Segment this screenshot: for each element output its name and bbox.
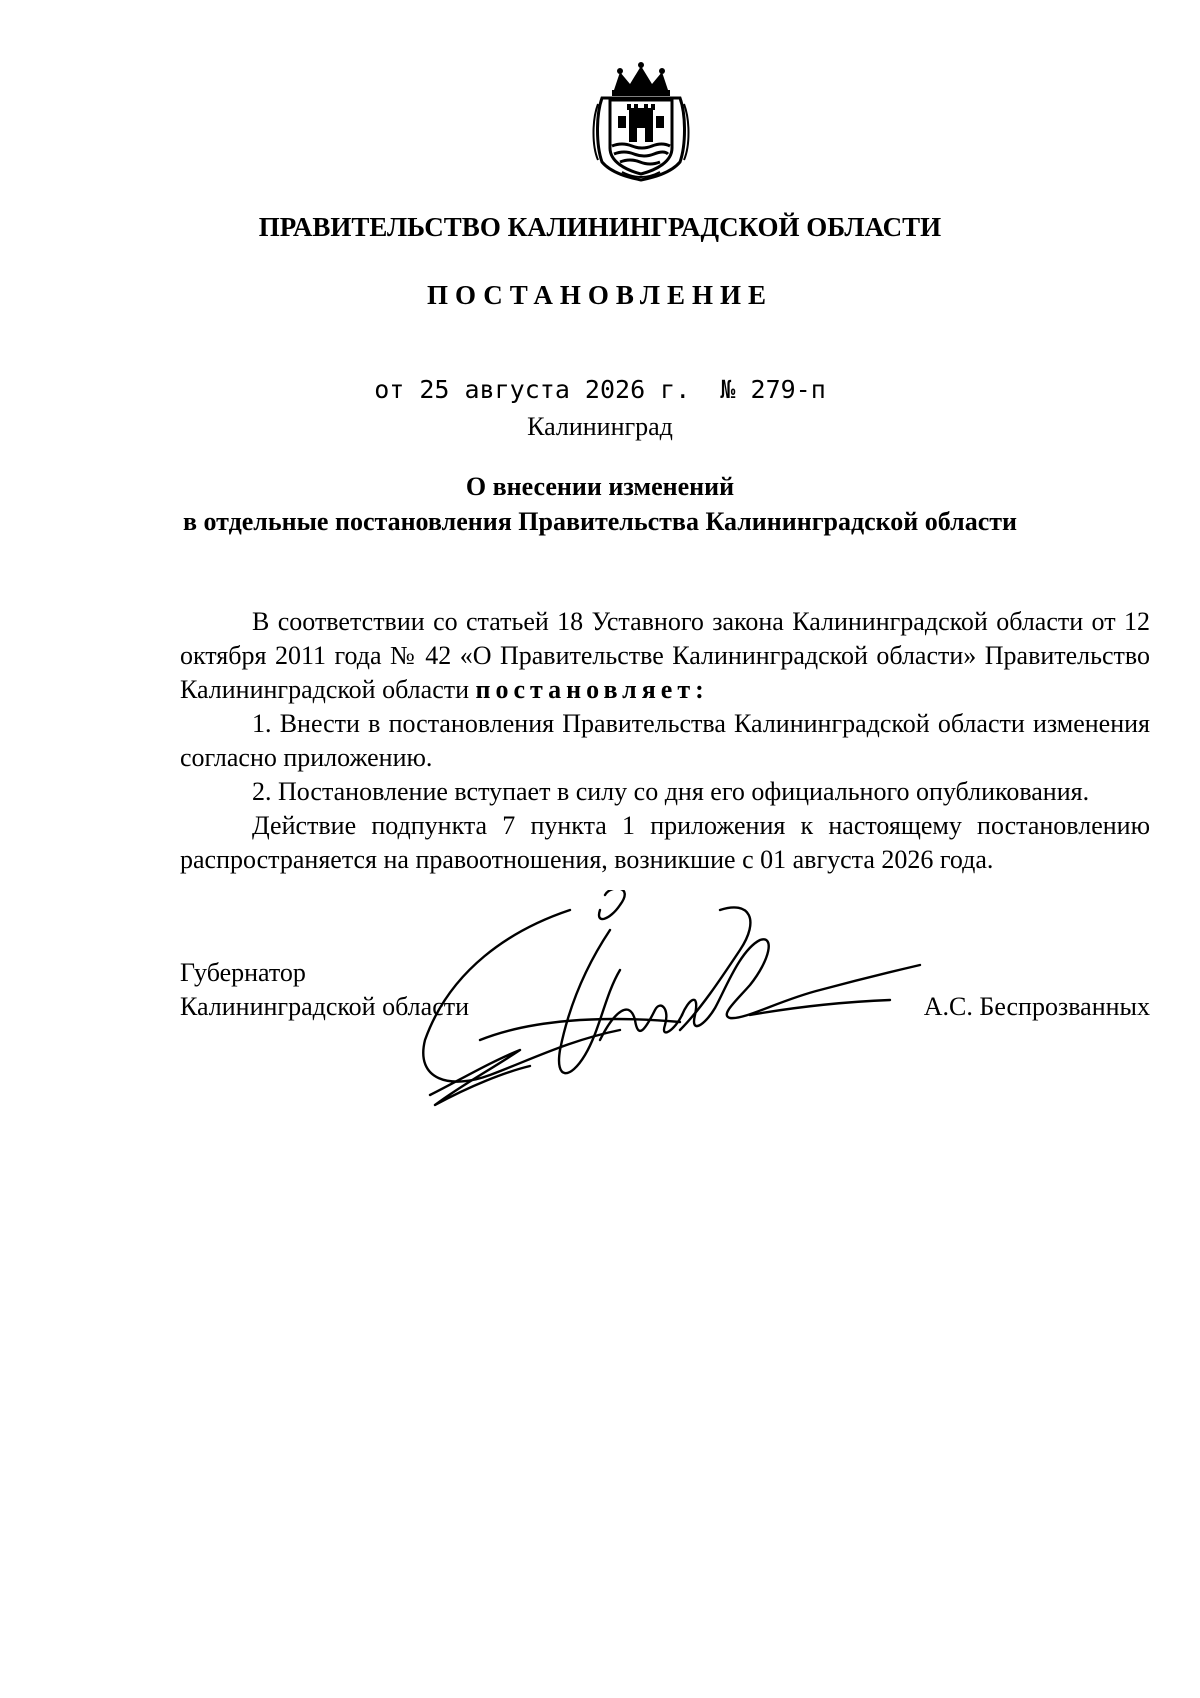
item-2: 2. Постановление вступает в силу со дня его официального опубликования. [252,777,1090,806]
document-number: 279-п [750,375,826,404]
document-city: Калининград [527,412,673,441]
document-title-line2: в отдельные постановления Правительства Калининградской области [182,507,1018,536]
document-date: 25 августа 2026 г. [419,375,691,404]
handwritten-signature [420,890,940,1120]
item-1: 1. Внести в постановления Правительства Калининградской области изменения согласно приложению. [180,709,1150,772]
item-2-extra: Действие подпункта 7 пункта 1 приложения к настоящему постановлению распространяется на правоотношения, возникшие с 01 августа 2026 года. [180,811,1150,874]
coat-of-arms-icon [592,60,690,182]
preamble-paragraph [180,605,1150,707]
document-type: ПОСТАНОВЛЕНИЕ [426,280,774,310]
preamble-text: В соответствии со статьей 18 Уставного закона Калининградской области от 12 октября 2011 года № 42 «О Правительстве Калининградской области» Правительство Калининградской области [180,607,1150,704]
date-prefix: от [374,375,405,404]
signatory-position-line1: Губернатор [180,958,306,987]
document-title-line1: О внесении изменений [465,472,735,501]
signatory-position-line2: Калининградской области [180,992,470,1021]
signatory-name: А.С. Беспрозванных [923,992,1150,1021]
organization-name: ПРАВИТЕЛЬСТВО КАЛИНИНГРАДСКОЙ ОБЛАСТИ [258,212,942,242]
number-sign: № [720,375,736,404]
resolves-keyword: постановляет: [475,675,709,704]
document-body [180,605,1150,877]
date-number-line [150,375,1050,404]
